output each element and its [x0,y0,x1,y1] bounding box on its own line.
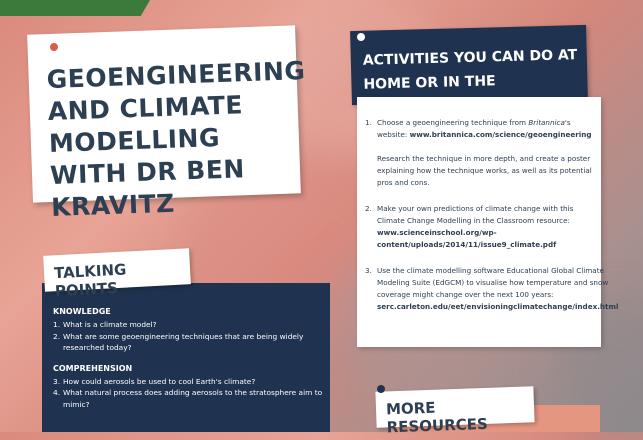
more-resources-header [375,386,534,437]
item-text: What are some geoengineering techniques that are being widely researched today? [63,331,304,352]
resource-link[interactable]: www.britannica.com/science/geoengineering [409,130,592,139]
talking-points-header [43,248,191,301]
green-corner-strip [0,0,150,16]
list-item [53,387,323,410]
item-text: How could aerosols be used to cool Earth's climate? [63,376,256,386]
item-text: Make your own predictions of climate change with this Climate Change Modelling in the Classroom resource: [377,204,574,225]
item-text: Research the technique in more depth, and create a poster explaining how the technique works, as well as its potential pros and cons. [377,154,592,187]
item-number: 3. [53,376,61,386]
item-text-italic: Britannica [528,118,565,127]
comprehension-list [53,376,323,411]
item-number: 2. [365,204,372,213]
activities-card [357,97,619,347]
list-item [53,319,323,331]
section-label: KNOWLEDGE [53,307,111,316]
item-text: What natural process does adding aerosols to the stratosphere aim to mimic? [63,388,323,409]
pin-icon [377,385,385,393]
list-item [53,331,323,354]
item-text: 's website: [377,118,571,139]
section-label: COMPREHENSION [53,363,133,373]
item-number: 3. [365,266,372,275]
activities-header [350,25,588,105]
list-item [365,117,595,189]
list-item [53,376,323,388]
activities-heading: ACTIVITIES YOU CAN DO AT HOME OR IN THE [362,47,578,93]
activities-list [365,117,619,327]
pin-icon [357,33,365,41]
talking-points-heading: TALKING POINTS [53,260,127,301]
list-item [365,203,595,251]
item-number: 1. [53,320,61,329]
resource-link[interactable]: www.scienceinschool.org/wp-content/uploads/2014/11/issue9_climate.pdf [377,228,557,249]
item-text: What is a climate model? [63,320,157,329]
item-text: Choose a geoengineering technique from [377,118,529,127]
knowledge-list [53,319,323,354]
talking-points-card [42,283,330,432]
item-text: Use the climate modelling software Educational Global Climate Modeling Suite (EdGCM) to visualise how temperature and snow coverage might change over the next 100 years: [377,266,609,299]
item-number: 4. [53,388,61,397]
item-number: 1. [365,118,372,127]
pin-icon [50,43,58,51]
resource-link[interactable]: serc.carleton.edu/eet/envisioningclimatechange/index.html [377,302,619,311]
title-card [27,25,306,222]
list-item [365,265,619,313]
item-number: 2. [53,331,61,341]
more-resources-heading: MORE RESOURCES [385,398,489,437]
page-title: GEOENGINEERING AND CLIMATE MODELLING WITH DR BEN KRAVITZ [46,56,306,222]
